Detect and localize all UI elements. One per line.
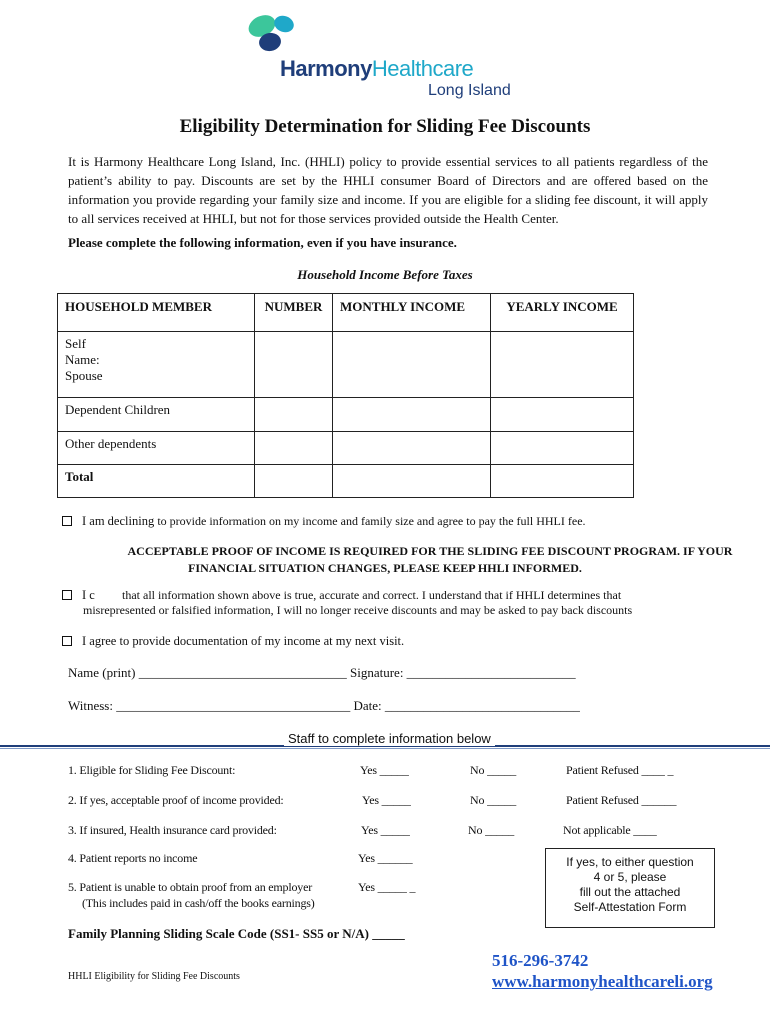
cell-input[interactable] xyxy=(491,432,634,465)
cell-input[interactable] xyxy=(491,465,634,498)
cell-input[interactable] xyxy=(333,432,491,465)
staff-yes[interactable]: Yes ______ xyxy=(358,851,413,865)
cell-input[interactable] xyxy=(491,332,634,398)
table-row xyxy=(58,398,634,432)
table-row xyxy=(58,432,634,465)
butterfly-icon xyxy=(244,12,304,58)
cell-input[interactable] xyxy=(255,398,333,432)
row-self: Self Name: Spouse xyxy=(58,332,255,398)
staff-no[interactable]: No _____ xyxy=(468,823,515,837)
certify-checkbox[interactable] xyxy=(62,590,72,600)
col-household-member: HOUSEHOLD MEMBER xyxy=(58,294,255,332)
table-title: Household Income Before Taxes xyxy=(297,267,473,282)
staff-yes[interactable]: Yes _____ _ xyxy=(358,880,416,894)
decline-text: to provide information on my income and family size and agree to pay the full HHLI fee. xyxy=(157,514,586,528)
intro-paragraph: It is Harmony Healthcare Long Island, Inc. (HHLI) policy to provide essential services to all patients regardless of the patient’s ability to pay. Discounts are set by the HHLI consumer Board of Directors and are offered based on the information you provide regarding your family size and income. If you are eligible for a sliding fee discount, it will apply to all services received at HHLI, but not for those services provided outside the Health Center. xyxy=(68,154,708,226)
cell-input[interactable] xyxy=(333,465,491,498)
divider xyxy=(0,748,770,749)
agree-option xyxy=(62,634,404,649)
decline-option xyxy=(62,514,586,529)
brand-name: HarmonyHealthcare xyxy=(280,56,474,81)
staff-other[interactable]: Patient Refused ____ _ xyxy=(566,763,674,777)
col-monthly-income: MONTHLY INCOME xyxy=(333,294,491,332)
table-row xyxy=(58,332,634,398)
cell-input[interactable] xyxy=(491,398,634,432)
col-number: NUMBER xyxy=(255,294,333,332)
agree-checkbox[interactable] xyxy=(62,636,72,646)
page-title: Eligibility Determination for Sliding Fee Discounts xyxy=(179,116,591,137)
staff-question: 4. Patient reports no income xyxy=(68,851,198,865)
family-planning-code[interactable]: Family Planning Sliding Scale Code (SS1- SS5 or N/A) _____ xyxy=(68,926,405,941)
logo xyxy=(244,12,534,99)
col-yearly-income: YEARLY INCOME xyxy=(491,294,634,332)
decline-checkbox[interactable] xyxy=(62,516,72,526)
staff-question: 1. Eligible for Sliding Fee Discount: xyxy=(68,763,236,777)
household-income-table xyxy=(57,293,634,498)
row-dependent-children: Dependent Children xyxy=(58,398,255,432)
staff-question: 5. Patient is unable to obtain proof from an employer xyxy=(68,880,313,894)
agree-label: I agree to provide documentation of my income at my next visit. xyxy=(82,634,405,648)
staff-question: 3. If insured, Health insurance card provided: xyxy=(68,823,277,837)
cell-input[interactable] xyxy=(255,432,333,465)
staff-no[interactable]: No _____ xyxy=(470,793,517,807)
website-link[interactable]: www.harmonyhealthcareli.org xyxy=(492,972,713,991)
witness-date-line[interactable]: Witness: ____________________________________ Date: ______________________________ xyxy=(68,698,580,713)
proof-warning-line2: FINANCIAL SITUATION CHANGES, PLEASE KEEP HHLI INFORMED. xyxy=(188,561,582,575)
footer-text: HHLI Eligibility for Sliding Fee Discounts xyxy=(68,971,240,982)
staff-yes[interactable]: Yes _____ xyxy=(360,763,409,777)
cell-input[interactable] xyxy=(333,332,491,398)
row-other-dependents: Other dependents xyxy=(58,432,255,465)
phone-number: 516-296-3742 xyxy=(492,951,589,970)
self-attestation-note: If yes, to either question 4 or 5, please fill out the attached Self-Attestation Form xyxy=(545,848,715,928)
staff-no[interactable]: No _____ xyxy=(470,763,517,777)
row-total: Total xyxy=(58,465,255,498)
certify-option: I c that all information shown above is true, accurate and correct. I understand that if HHLI determines that xyxy=(62,588,621,603)
certify-line2: misrepresented or falsified information, I will no longer receive discounts and may be asked to pay back discounts xyxy=(83,603,633,617)
staff-other[interactable]: Patient Refused ______ xyxy=(566,793,677,807)
staff-yes[interactable]: Yes _____ xyxy=(362,793,411,807)
brand-region: Long Island xyxy=(428,82,511,99)
name-signature-line[interactable]: Name (print) ________________________________ Signature: __________________________ xyxy=(68,665,576,680)
instruction: Please complete the following information, even if you have insurance. xyxy=(68,235,457,250)
cell-input[interactable] xyxy=(255,332,333,398)
staff-yes[interactable]: Yes _____ xyxy=(361,823,410,837)
decline-label: I am declining xyxy=(82,514,155,528)
staff-other[interactable]: Not applicable ____ xyxy=(563,823,657,837)
staff-question: 2. If yes, acceptable proof of income provided: xyxy=(68,793,284,807)
staff-question-note: (This includes paid in cash/off the books earnings) xyxy=(82,896,315,910)
cell-input[interactable] xyxy=(255,465,333,498)
cell-input[interactable] xyxy=(333,398,491,432)
table-row xyxy=(58,465,634,498)
staff-section-header: Staff to complete information below xyxy=(284,731,495,746)
proof-warning: ACCEPTABLE PROOF OF INCOME IS REQUIRED FOR THE SLIDING FEE DISCOUNT PROGRAM. IF YOUR xyxy=(127,544,733,558)
